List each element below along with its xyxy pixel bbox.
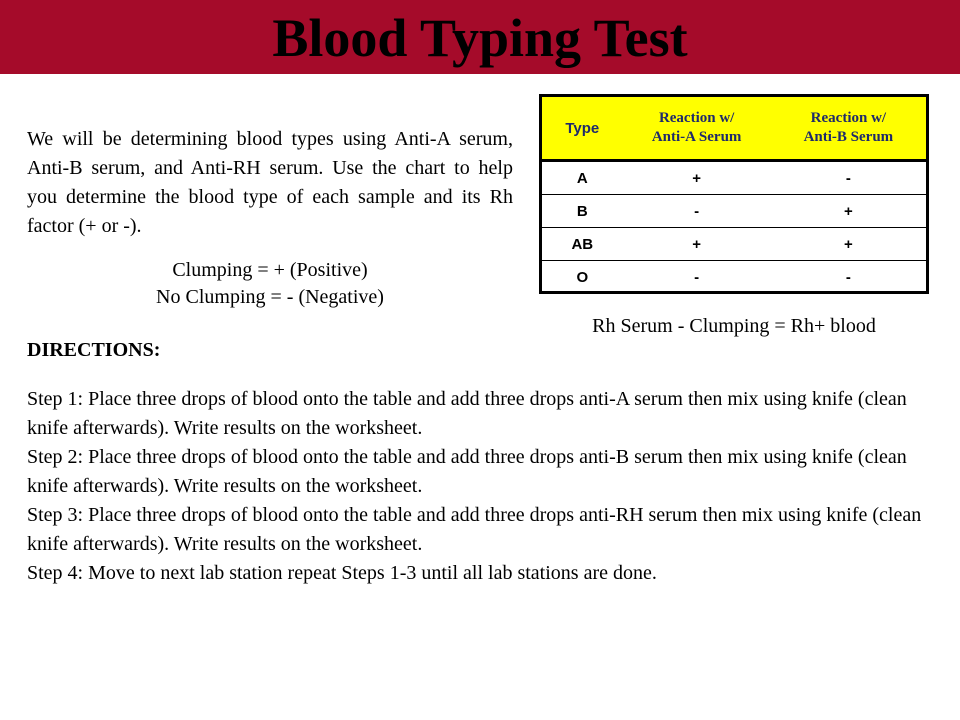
table-row xyxy=(542,261,926,294)
table-row xyxy=(542,228,926,261)
clumping-positive-text: Clumping = + (Positive) xyxy=(172,259,368,281)
clumping-legend xyxy=(27,257,513,311)
column-header-anti-b-label: Reaction w/ Anti-B Serum xyxy=(803,110,894,145)
cell-anti-a: - xyxy=(623,261,771,294)
cell-anti-b: - xyxy=(845,169,851,187)
rh-serum-note: Rh Serum - Clumping = Rh+ blood xyxy=(592,315,876,337)
column-header-anti-a xyxy=(623,97,771,161)
intro-paragraph: We will be determining blood types using Anti-A serum, Anti-B serum, and Anti-RH serum. Use the chart to help you determine the blood type of each sample and its Rh factor (+ or -). xyxy=(27,128,513,237)
table-row xyxy=(542,195,926,228)
table-header-row xyxy=(542,97,926,161)
column-header-anti-b xyxy=(771,97,926,161)
cell-type: A xyxy=(576,169,588,187)
blood-type-table xyxy=(539,94,929,294)
step-item: Step 3: Place three drops of blood onto the table and add three drops anti-RH serum then mix using knife (clean knife afterwards). Write results on the worksheet. xyxy=(27,504,922,555)
cell-type: O xyxy=(542,261,623,294)
clumping-negative-text: No Clumping = - (Negative) xyxy=(156,286,384,308)
cell-anti-a: - xyxy=(623,195,771,228)
column-header-anti-a-label: Reaction w/ Anti-A Serum xyxy=(651,110,742,145)
cell-type: AB xyxy=(542,228,623,261)
directions-heading: DIRECTIONS: xyxy=(27,339,161,361)
page-title: Blood Typing Test xyxy=(272,8,688,68)
table-row xyxy=(542,161,926,195)
cell-anti-b: + xyxy=(771,228,926,261)
step-item: Step 1: Place three drops of blood onto the table and add three drops anti-A serum then mix using knife (clean knife afterwards). Write results on the worksheet. xyxy=(27,388,907,439)
reaction-table xyxy=(542,97,926,293)
cell-anti-b: + xyxy=(771,195,926,228)
cell-anti-b: - xyxy=(771,261,926,294)
cell-anti-a: + xyxy=(692,169,702,187)
step-item: Step 4: Move to next lab station repeat Steps 1-3 until all lab stations are done. xyxy=(27,562,657,584)
cell-type: B xyxy=(542,195,623,228)
cell-anti-a: + xyxy=(623,228,771,261)
column-header-type: Type xyxy=(542,97,623,161)
directions-steps xyxy=(27,385,937,588)
step-item: Step 2: Place three drops of blood onto the table and add three drops anti-B serum then mix using knife (clean knife afterwards). Write results on the worksheet. xyxy=(27,446,907,497)
